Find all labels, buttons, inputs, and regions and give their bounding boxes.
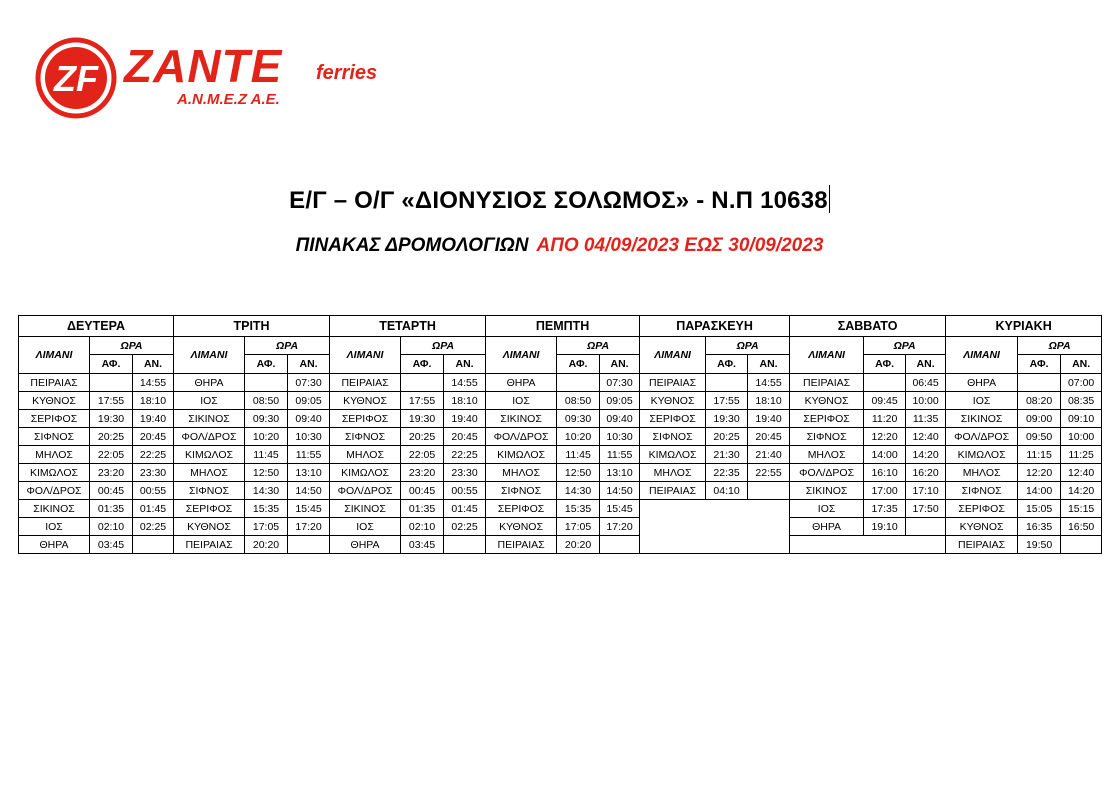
- arrival-time-cell: 03:45: [90, 536, 133, 554]
- arrival-time-cell: 17:00: [864, 482, 906, 500]
- port-cell: ΙΟΣ: [330, 518, 401, 536]
- departure-time-cell: 14:50: [600, 482, 640, 500]
- departure-time-cell: 23:30: [444, 464, 486, 482]
- arrival-time-cell: [90, 374, 133, 392]
- port-cell: ΙΟΣ: [946, 392, 1018, 410]
- departure-time-cell: 11:55: [600, 446, 640, 464]
- arrival-time-cell: 17:55: [90, 392, 133, 410]
- port-column-header: ΛΙΜΑΝΙ: [946, 337, 1018, 374]
- arrival-time-cell: 21:30: [706, 446, 748, 464]
- departure-time-cell: 14:50: [288, 482, 330, 500]
- departure-time-cell: 18:10: [133, 392, 174, 410]
- port-cell: ΙΟΣ: [486, 392, 557, 410]
- arrival-time-cell: [1018, 374, 1061, 392]
- port-column-header: ΛΙΜΑΝΙ: [19, 337, 90, 374]
- departure-time-cell: 10:00: [1061, 428, 1102, 446]
- departure-time-cell: 22:25: [444, 446, 486, 464]
- departure-time-cell: 13:10: [600, 464, 640, 482]
- company-logo: [34, 36, 414, 122]
- time-column-header: ΩΡΑ: [557, 337, 640, 355]
- port-cell: ΦΟΛ/ΔΡΟΣ: [486, 428, 557, 446]
- text-cursor: [829, 185, 830, 213]
- arrival-time-cell: 03:45: [401, 536, 444, 554]
- arrival-header: ΑΦ.: [706, 355, 748, 374]
- port-cell: ΜΗΛΟΣ: [174, 464, 245, 482]
- arrival-time-cell: 23:20: [401, 464, 444, 482]
- arrival-time-cell: 14:30: [557, 482, 600, 500]
- port-cell: ΙΟΣ: [790, 500, 864, 518]
- departure-time-cell: 07:30: [288, 374, 330, 392]
- arrival-time-cell: 01:35: [90, 500, 133, 518]
- departure-time-cell: 21:40: [748, 446, 790, 464]
- departure-header: ΑΝ.: [600, 355, 640, 374]
- day-header-row: [19, 316, 1102, 337]
- departure-header: ΑΝ.: [748, 355, 790, 374]
- time-column-header: ΩΡΑ: [706, 337, 790, 355]
- logo-company: A.N.M.E.Z A.E.: [177, 91, 280, 108]
- departure-time-cell: 14:55: [444, 374, 486, 392]
- departure-time-cell: 18:10: [748, 392, 790, 410]
- departure-time-cell: 13:10: [288, 464, 330, 482]
- departure-time-cell: 19:40: [748, 410, 790, 428]
- port-cell: ΠΕΙΡΑΙΑΣ: [790, 374, 864, 392]
- departure-time-cell: 15:45: [600, 500, 640, 518]
- departure-time-cell: 10:30: [288, 428, 330, 446]
- arrival-time-cell: 09:50: [1018, 428, 1061, 446]
- arrival-time-cell: 09:45: [864, 392, 906, 410]
- departure-time-cell: 12:40: [906, 428, 946, 446]
- arrival-time-cell: 19:30: [706, 410, 748, 428]
- port-cell: ΙΟΣ: [174, 392, 245, 410]
- arrival-time-cell: 01:35: [401, 500, 444, 518]
- departure-time-cell: 01:45: [444, 500, 486, 518]
- arrival-header: ΑΦ.: [401, 355, 444, 374]
- port-cell: ΠΕΙΡΑΙΑΣ: [640, 374, 706, 392]
- port-cell: ΘΗΡΑ: [174, 374, 245, 392]
- table-row: [19, 374, 1102, 392]
- arrival-time-cell: 15:35: [245, 500, 288, 518]
- port-cell: ΚΙΜΩΛΟΣ: [486, 446, 557, 464]
- port-cell: ΜΗΛΟΣ: [330, 446, 401, 464]
- port-column-header: ΛΙΜΑΝΙ: [330, 337, 401, 374]
- departure-time-cell: 19:40: [133, 410, 174, 428]
- arrival-header: ΑΦ.: [245, 355, 288, 374]
- day-header: ΚΥΡΙΑΚΗ: [946, 316, 1102, 337]
- arrival-time-cell: 00:45: [401, 482, 444, 500]
- port-cell: ΣΙΚΙΝΟΣ: [486, 410, 557, 428]
- departure-time-cell: 17:20: [600, 518, 640, 536]
- ship-title: [0, 185, 1119, 215]
- departure-time-cell: 14:55: [133, 374, 174, 392]
- port-cell: ΚΙΜΩΛΟΣ: [640, 446, 706, 464]
- arrival-time-cell: [245, 374, 288, 392]
- arrival-time-cell: 22:05: [90, 446, 133, 464]
- port-cell: ΣΕΡΙΦΟΣ: [946, 500, 1018, 518]
- port-cell: ΚΙΜΩΛΟΣ: [174, 446, 245, 464]
- port-cell: ΚΥΘΝΟΣ: [486, 518, 557, 536]
- arrival-header: ΑΦ.: [1018, 355, 1061, 374]
- time-column-header: ΩΡΑ: [90, 337, 174, 355]
- table-row: [19, 446, 1102, 464]
- arrival-time-cell: 22:35: [706, 464, 748, 482]
- arrival-time-cell: 20:25: [90, 428, 133, 446]
- departure-time-cell: 20:45: [133, 428, 174, 446]
- port-cell: ΠΕΙΡΑΙΑΣ: [19, 374, 90, 392]
- port-cell: ΜΗΛΟΣ: [790, 446, 864, 464]
- departure-time-cell: 18:10: [444, 392, 486, 410]
- departure-time-cell: [1061, 536, 1102, 554]
- port-cell: ΦΟΛ/ΔΡΟΣ: [790, 464, 864, 482]
- departure-header: ΑΝ.: [1061, 355, 1102, 374]
- arrival-time-cell: 12:20: [1018, 464, 1061, 482]
- day-header: ΤΡΙΤΗ: [174, 316, 330, 337]
- table-row: [19, 410, 1102, 428]
- port-cell: ΣΙΚΙΝΟΣ: [330, 500, 401, 518]
- departure-time-cell: 07:00: [1061, 374, 1102, 392]
- arrival-time-cell: 11:15: [1018, 446, 1061, 464]
- arrival-time-cell: 17:05: [245, 518, 288, 536]
- departure-time-cell: 01:45: [133, 500, 174, 518]
- departure-time-cell: 11:35: [906, 410, 946, 428]
- departure-time-cell: 11:25: [1061, 446, 1102, 464]
- port-cell: ΠΕΙΡΑΙΑΣ: [486, 536, 557, 554]
- arrival-time-cell: 20:20: [557, 536, 600, 554]
- arrival-time-cell: 17:35: [864, 500, 906, 518]
- arrival-time-cell: 11:45: [245, 446, 288, 464]
- port-cell: ΚΥΘΝΟΣ: [330, 392, 401, 410]
- departure-header: ΑΝ.: [906, 355, 946, 374]
- table-row: [19, 482, 1102, 500]
- departure-time-cell: 15:45: [288, 500, 330, 518]
- departure-time-cell: [444, 536, 486, 554]
- arrival-time-cell: 22:05: [401, 446, 444, 464]
- port-cell: ΘΗΡΑ: [19, 536, 90, 554]
- arrival-time-cell: 20:25: [401, 428, 444, 446]
- port-cell: ΠΕΙΡΑΙΑΣ: [946, 536, 1018, 554]
- departure-time-cell: 11:55: [288, 446, 330, 464]
- schedule-table: [18, 315, 1102, 554]
- arrival-time-cell: [706, 374, 748, 392]
- arrival-time-cell: 23:20: [90, 464, 133, 482]
- arrival-time-cell: 09:30: [245, 410, 288, 428]
- arrival-time-cell: 17:55: [401, 392, 444, 410]
- day-header: ΠΕΜΠΤΗ: [486, 316, 640, 337]
- arrival-time-cell: 15:05: [1018, 500, 1061, 518]
- port-cell: ΚΥΘΝΟΣ: [174, 518, 245, 536]
- departure-time-cell: 10:00: [906, 392, 946, 410]
- departure-time-cell: 17:10: [906, 482, 946, 500]
- arrival-time-cell: 10:20: [557, 428, 600, 446]
- departure-time-cell: 12:40: [1061, 464, 1102, 482]
- port-column-header: ΛΙΜΑΝΙ: [640, 337, 706, 374]
- arrival-time-cell: 17:55: [706, 392, 748, 410]
- departure-time-cell: 02:25: [133, 518, 174, 536]
- arrival-time-cell: 20:20: [245, 536, 288, 554]
- port-cell: ΣΙΦΝΟΣ: [486, 482, 557, 500]
- arrival-time-cell: 17:05: [557, 518, 600, 536]
- table-row: [19, 536, 1102, 554]
- departure-time-cell: 09:05: [288, 392, 330, 410]
- departure-time-cell: 09:05: [600, 392, 640, 410]
- departure-header: ΑΝ.: [133, 355, 174, 374]
- departure-time-cell: 07:30: [600, 374, 640, 392]
- arrival-time-cell: [557, 374, 600, 392]
- arrival-time-cell: 02:10: [90, 518, 133, 536]
- arrival-time-cell: 08:20: [1018, 392, 1061, 410]
- arrival-header: ΑΦ.: [90, 355, 133, 374]
- departure-time-cell: 14:20: [1061, 482, 1102, 500]
- arrival-time-cell: 04:10: [706, 482, 748, 500]
- port-cell: ΣΙΚΙΝΟΣ: [174, 410, 245, 428]
- port-cell: ΣΙΦΝΟΣ: [790, 428, 864, 446]
- port-cell: ΣΕΡΙΦΟΣ: [486, 500, 557, 518]
- arrival-time-cell: 12:20: [864, 428, 906, 446]
- port-cell: ΦΟΛ/ΔΡΟΣ: [174, 428, 245, 446]
- arrival-time-cell: 00:45: [90, 482, 133, 500]
- arrival-time-cell: 14:00: [864, 446, 906, 464]
- port-column-header: ΛΙΜΑΝΙ: [790, 337, 864, 374]
- port-cell: ΣΕΡΙΦΟΣ: [174, 500, 245, 518]
- arrival-time-cell: 12:50: [245, 464, 288, 482]
- departure-time-cell: 17:50: [906, 500, 946, 518]
- arrival-time-cell: 02:10: [401, 518, 444, 536]
- port-cell: ΣΙΚΙΝΟΣ: [19, 500, 90, 518]
- port-cell: ΜΗΛΟΣ: [19, 446, 90, 464]
- port-cell: ΦΟΛ/ΔΡΟΣ: [946, 428, 1018, 446]
- arrival-time-cell: 16:10: [864, 464, 906, 482]
- table-row: [19, 500, 1102, 518]
- port-cell: ΘΗΡΑ: [330, 536, 401, 554]
- arrival-time-cell: [864, 374, 906, 392]
- departure-time-cell: 09:40: [288, 410, 330, 428]
- port-cell: ΠΕΙΡΑΙΑΣ: [640, 482, 706, 500]
- departure-time-cell: 09:10: [1061, 410, 1102, 428]
- schedule-period: ΑΠΟ 04/09/2023 ΕΩΣ 30/09/2023: [536, 235, 824, 256]
- time-column-header: ΩΡΑ: [1018, 337, 1102, 355]
- departure-time-cell: 17:20: [288, 518, 330, 536]
- port-cell: ΚΥΘΝΟΣ: [19, 392, 90, 410]
- ship-title-text: Ε/Γ – Ο/Γ «ΔΙΟΝΥΣΙΟΣ ΣΟΛΩΜΟΣ» - Ν.Π 10638: [289, 187, 828, 214]
- arrival-time-cell: 19:50: [1018, 536, 1061, 554]
- schedule-label: ΠΙΝΑΚΑΣ ΔΡΟΜΟΛΟΓΙΩΝ: [295, 235, 529, 256]
- departure-time-cell: [906, 518, 946, 536]
- arrival-time-cell: 10:20: [245, 428, 288, 446]
- logo-brand: ZANTE: [124, 40, 283, 92]
- day-header: ΣΑΒΒΑΤΟ: [790, 316, 946, 337]
- port-cell: ΙΟΣ: [19, 518, 90, 536]
- port-cell: ΚΥΘΝΟΣ: [946, 518, 1018, 536]
- port-cell: ΜΗΛΟΣ: [640, 464, 706, 482]
- port-cell: ΚΙΜΩΛΟΣ: [946, 446, 1018, 464]
- departure-time-cell: [133, 536, 174, 554]
- port-cell: ΣΙΦΝΟΣ: [19, 428, 90, 446]
- port-cell: ΜΗΛΟΣ: [486, 464, 557, 482]
- departure-time-cell: 22:25: [133, 446, 174, 464]
- arrival-time-cell: 09:00: [1018, 410, 1061, 428]
- port-cell: ΚΥΘΝΟΣ: [790, 392, 864, 410]
- departure-time-cell: 20:45: [444, 428, 486, 446]
- departure-header: ΑΝ.: [288, 355, 330, 374]
- port-cell: ΣΕΡΙΦΟΣ: [790, 410, 864, 428]
- port-cell: ΦΟΛ/ΔΡΟΣ: [330, 482, 401, 500]
- departure-time-cell: 14:55: [748, 374, 790, 392]
- departure-time-cell: 14:20: [906, 446, 946, 464]
- logo-monogram: ZF: [54, 58, 98, 99]
- day-header: ΠΑΡΑΣΚΕΥΗ: [640, 316, 790, 337]
- departure-time-cell: 23:30: [133, 464, 174, 482]
- port-cell: ΣΙΚΙΝΟΣ: [946, 410, 1018, 428]
- arrival-time-cell: [401, 374, 444, 392]
- port-cell: ΘΗΡΑ: [790, 518, 864, 536]
- day-header: ΔΕΥΤΕΡΑ: [19, 316, 174, 337]
- arrival-time-cell: 11:45: [557, 446, 600, 464]
- time-column-header: ΩΡΑ: [864, 337, 946, 355]
- port-cell: ΚΙΜΩΛΟΣ: [19, 464, 90, 482]
- arrival-time-cell: 19:30: [90, 410, 133, 428]
- port-cell: ΣΕΡΙΦΟΣ: [330, 410, 401, 428]
- arrival-time-cell: 14:00: [1018, 482, 1061, 500]
- departure-time-cell: 19:40: [444, 410, 486, 428]
- departure-time-cell: 16:20: [906, 464, 946, 482]
- departure-time-cell: 16:50: [1061, 518, 1102, 536]
- port-column-header: ΛΙΜΑΝΙ: [486, 337, 557, 374]
- port-cell: ΘΗΡΑ: [486, 374, 557, 392]
- arrival-time-cell: 20:25: [706, 428, 748, 446]
- logo-suffix: ferries: [316, 62, 378, 84]
- table-row: [19, 464, 1102, 482]
- departure-time-cell: 10:30: [600, 428, 640, 446]
- departure-time-cell: [288, 536, 330, 554]
- departure-time-cell: 00:55: [133, 482, 174, 500]
- port-cell: ΣΙΦΝΟΣ: [640, 428, 706, 446]
- table-row: [19, 518, 1102, 536]
- departure-time-cell: 09:40: [600, 410, 640, 428]
- port-cell: ΣΕΡΙΦΟΣ: [640, 410, 706, 428]
- port-cell: ΚΥΘΝΟΣ: [640, 392, 706, 410]
- departure-time-cell: [748, 482, 790, 500]
- arrival-time-cell: 08:50: [245, 392, 288, 410]
- port-cell: ΣΙΚΙΝΟΣ: [790, 482, 864, 500]
- arrival-time-cell: 14:30: [245, 482, 288, 500]
- day-header: ΤΕΤΑΡΤΗ: [330, 316, 486, 337]
- port-cell: ΘΗΡΑ: [946, 374, 1018, 392]
- port-column-header: ΛΙΜΑΝΙ: [174, 337, 245, 374]
- zante-ferries-logo-graphic: [34, 36, 414, 122]
- port-cell: ΦΟΛ/ΔΡΟΣ: [19, 482, 90, 500]
- port-cell: ΣΙΦΝΟΣ: [174, 482, 245, 500]
- departure-time-cell: 15:15: [1061, 500, 1102, 518]
- port-cell: ΠΕΙΡΑΙΑΣ: [174, 536, 245, 554]
- port-cell: ΣΙΦΝΟΣ: [330, 428, 401, 446]
- departure-time-cell: [600, 536, 640, 554]
- table-row: [19, 392, 1102, 410]
- port-cell: ΠΕΙΡΑΙΑΣ: [330, 374, 401, 392]
- departure-header: ΑΝ.: [444, 355, 486, 374]
- arrival-time-cell: 15:35: [557, 500, 600, 518]
- port-cell: ΚΙΜΩΛΟΣ: [330, 464, 401, 482]
- arrival-time-cell: 19:30: [401, 410, 444, 428]
- schedule-subtitle: [0, 235, 1119, 257]
- table-row: [19, 428, 1102, 446]
- departure-time-cell: 02:25: [444, 518, 486, 536]
- arrival-header: ΑΦ.: [557, 355, 600, 374]
- departure-time-cell: 22:55: [748, 464, 790, 482]
- arrival-time-cell: 09:30: [557, 410, 600, 428]
- arrival-header: ΑΦ.: [864, 355, 906, 374]
- departure-time-cell: 20:45: [748, 428, 790, 446]
- arrival-time-cell: 08:50: [557, 392, 600, 410]
- departure-time-cell: 06:45: [906, 374, 946, 392]
- arrival-time-cell: 16:35: [1018, 518, 1061, 536]
- port-cell: ΣΕΡΙΦΟΣ: [19, 410, 90, 428]
- arrival-time-cell: 19:10: [864, 518, 906, 536]
- departure-time-cell: 08:35: [1061, 392, 1102, 410]
- port-cell: ΣΙΦΝΟΣ: [946, 482, 1018, 500]
- port-cell: ΜΗΛΟΣ: [946, 464, 1018, 482]
- arrival-time-cell: 11:20: [864, 410, 906, 428]
- arrival-time-cell: 12:50: [557, 464, 600, 482]
- time-column-header: ΩΡΑ: [245, 337, 330, 355]
- empty-block: [640, 500, 790, 554]
- empty-block: [790, 536, 946, 554]
- column-header-row: [19, 337, 1102, 355]
- time-column-header: ΩΡΑ: [401, 337, 486, 355]
- departure-time-cell: 00:55: [444, 482, 486, 500]
